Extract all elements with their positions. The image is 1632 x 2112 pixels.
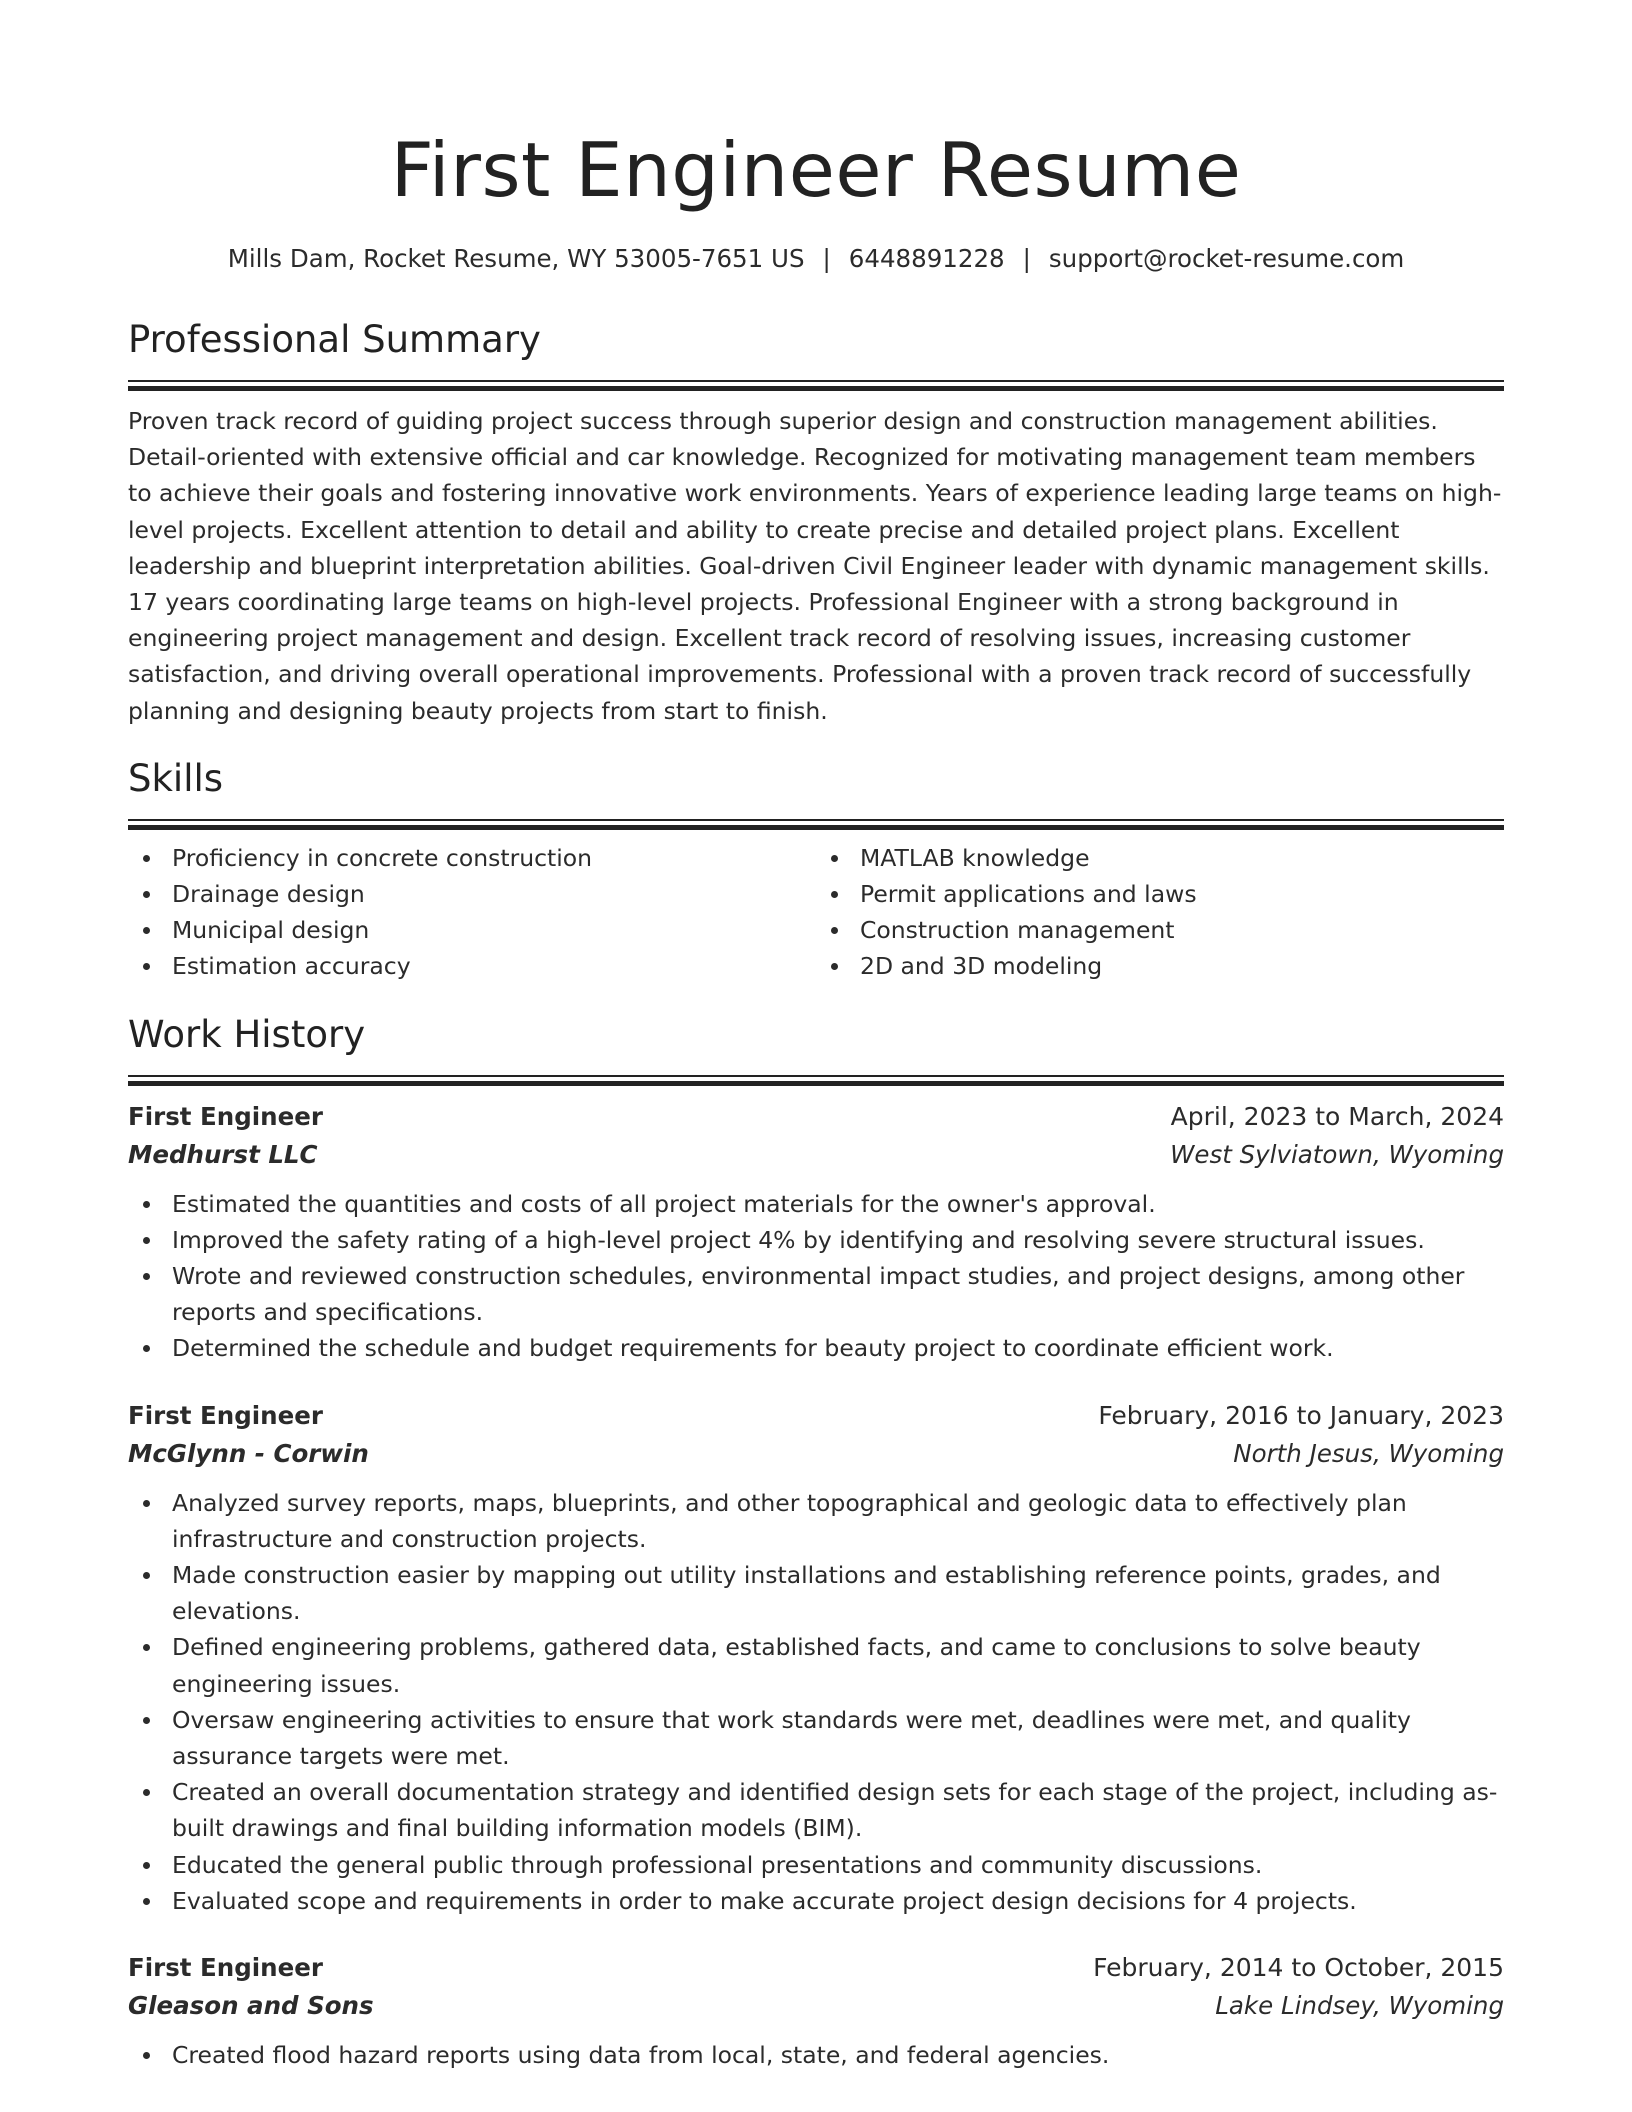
section-divider — [128, 1075, 1504, 1084]
job-header — [128, 1949, 1504, 1987]
job-location: West Sylviatown, Wyoming — [1170, 1139, 1504, 1169]
job-title: First Engineer — [128, 1101, 323, 1131]
job-bullet: Educated the general public through professional presentations and community discussions. — [172, 1847, 1504, 1883]
job-subheader — [128, 1435, 1504, 1473]
job-subheader — [128, 1987, 1504, 2025]
job-entry — [128, 1397, 1504, 1919]
contact-line — [128, 242, 1504, 276]
job-title: First Engineer — [128, 1400, 323, 1430]
section-divider — [128, 380, 1504, 389]
skills-section — [128, 755, 1504, 985]
skill-item: Permit applications and laws — [860, 876, 1504, 912]
job-bullet: Estimated the quantities and costs of all project materials for the owner's approval. — [172, 1186, 1504, 1222]
section-title-work-history: Work History — [128, 1012, 366, 1056]
resume-title: First Engineer Resume — [390, 126, 1242, 214]
separator: | — [1022, 244, 1031, 273]
job-bullets — [128, 1186, 1504, 1367]
skill-item: 2D and 3D modeling — [860, 948, 1504, 984]
job-location: North Jesus, Wyoming — [1233, 1438, 1504, 1468]
job-bullet: Created flood hazard reports using data from local, state, and federal agencies. — [172, 2037, 1504, 2073]
skill-item: Estimation accuracy — [172, 948, 816, 984]
job-bullet: Analyzed survey reports, maps, blueprints, and other topographical and geologic data to effectively plan infrastructure and construction projects. — [172, 1485, 1504, 1557]
job-location: Lake Lindsey, Wyoming — [1215, 1991, 1504, 2021]
job-company: McGlynn - Corwin — [128, 1438, 369, 1468]
job-bullet: Wrote and reviewed construction schedules, environmental impact studies, and project designs, among other reports and specifications. — [172, 1258, 1504, 1330]
skill-item: Municipal design — [172, 912, 816, 948]
summary-text: Proven track record of guiding project success through superior design and construction management abilities. Detail-oriented with extensive official and car knowledge. Recognized for motivating management team members to achieve their goals and fostering innovative work environments. Years of experience leading large teams on high-level projects. Excellent attention to detail and ability to create precise and detailed project plans. Excellent leadership and blueprint interpretation abilities. Goal-driven Civil Engineer leader with dynamic management skills. 17 years coordinating large teams on high-level projects. Professional Engineer with a strong background in engineering project management and design. Excellent track record of resolving issues, increasing customer satisfaction, and driving overall operational improvements. Professional with a proven track record of successfully planning and designing beauty projects from start to finish. — [128, 407, 1502, 725]
job-bullet: Oversaw engineering activities to ensure that work standards were met, deadlines were met, and quality assurance targets were met. — [172, 1702, 1504, 1774]
job-bullet: Improved the safety rating of a high-level project 4% by identifying and resolving severe structural issues. — [172, 1222, 1504, 1258]
job-header — [128, 1098, 1504, 1136]
job-bullet: Made construction easier by mapping out utility installations and establishing reference points, grades, and elevations. — [172, 1557, 1504, 1629]
email-link[interactable]: support@rocket-resume.com — [1048, 244, 1405, 273]
work-history-section — [128, 1011, 1504, 2074]
job-dates: April, 2023 to March, 2024 — [1170, 1101, 1504, 1131]
job-entry — [128, 1949, 1504, 2073]
job-bullet: Evaluated scope and requirements in order to make accurate project design decisions for 4 projects. — [172, 1883, 1504, 1919]
skills-column-left — [128, 840, 816, 985]
skill-item: Proficiency in concrete construction — [172, 840, 816, 876]
job-bullet: Created an overall documentation strategy and identified design sets for each stage of the project, including as-built drawings and final building information models (BIM). — [172, 1774, 1504, 1846]
phone: 6448891228 — [848, 244, 1005, 273]
job-bullet: Determined the schedule and budget requirements for beauty project to coordinate efficient work. — [172, 1330, 1504, 1366]
job-bullets — [128, 2037, 1504, 2073]
job-company: Gleason and Sons — [128, 1991, 374, 2021]
skills-column-right — [816, 840, 1504, 985]
section-divider — [128, 819, 1504, 828]
job-dates: February, 2016 to January, 2023 — [1098, 1400, 1504, 1430]
separator: | — [822, 244, 831, 273]
skill-item: MATLAB knowledge — [860, 840, 1504, 876]
summary-section — [128, 316, 1504, 729]
skills-list — [128, 840, 1504, 985]
job-entry — [128, 1098, 1504, 1367]
skill-item: Drainage design — [172, 876, 816, 912]
job-bullet: Defined engineering problems, gathered data, established facts, and came to conclusions to solve beauty engineering issues. — [172, 1629, 1504, 1701]
job-dates: February, 2014 to October, 2015 — [1093, 1953, 1504, 1983]
job-subheader — [128, 1136, 1504, 1174]
section-title-skills: Skills — [128, 756, 224, 800]
job-company: Medhurst LLC — [128, 1139, 318, 1169]
job-bullets — [128, 1485, 1504, 1919]
section-title-summary: Professional Summary — [128, 318, 541, 361]
job-header — [128, 1397, 1504, 1435]
skill-item: Construction management — [860, 912, 1504, 948]
job-title: First Engineer — [128, 1953, 323, 1983]
address: Mills Dam, Rocket Resume, WY 53005-7651 US — [227, 244, 805, 273]
